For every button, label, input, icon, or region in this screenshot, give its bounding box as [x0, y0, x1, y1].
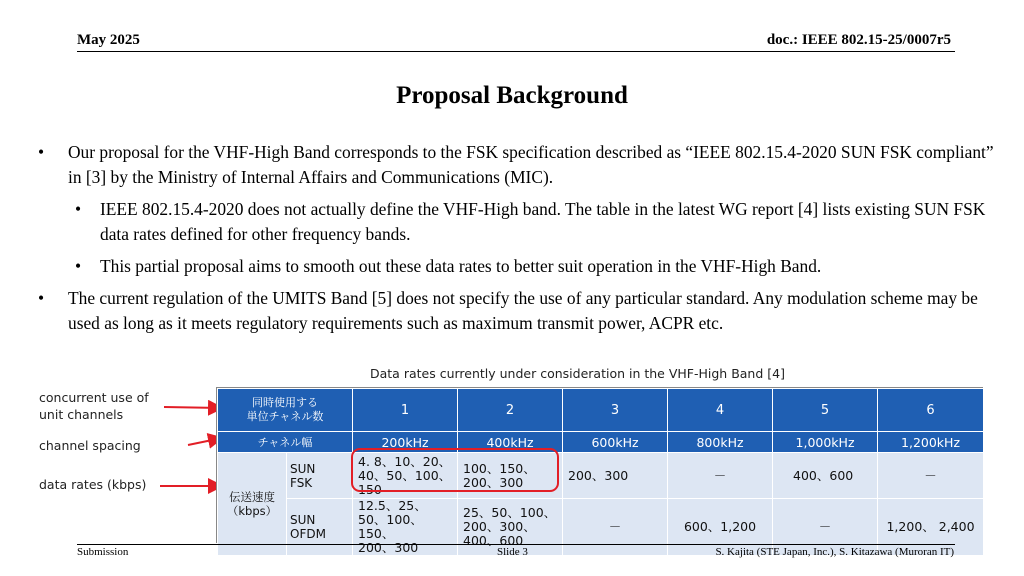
- corner-concurrent: 同時使用する 単位チャネル数: [218, 389, 353, 432]
- spacing-cell: 800kHz: [668, 432, 773, 453]
- channel-count-cell: 2: [458, 389, 563, 432]
- bullet-text: The current regulation of the UMITS Band [5] does not specify the use of any particular standard. Any modulation scheme may be used as long as it meets regulatory requirements such as maximum transmit power, ACPR etc.: [68, 288, 978, 333]
- header-doc-id: doc.: IEEE 802.15-25/0007r5: [766, 32, 951, 48]
- label-channel-spacing: channel spacing: [39, 438, 141, 453]
- mod-sun-fsk: SUN FSK: [287, 453, 353, 499]
- rate-cell: 200、300: [563, 453, 668, 499]
- footer-slide-number: Slide 3: [497, 546, 528, 558]
- spacing-cell: 1,200kHz: [878, 432, 984, 453]
- rate-cell: －: [773, 499, 878, 556]
- slide-title: Proposal Background: [396, 82, 628, 109]
- spacing-cell: 400kHz: [458, 432, 563, 453]
- bullet-dot: •: [38, 288, 45, 308]
- channel-count-cell: 1: [353, 389, 458, 432]
- label-concurrent-use: concurrent use of unit channels: [39, 390, 149, 422]
- highlight-box: [351, 448, 559, 492]
- bullet-text: This partial proposal aims to smooth out these data rates to better suit operation in the VHF-High Band.: [100, 256, 822, 276]
- header-row-channels: [218, 389, 984, 432]
- footer-divider: [77, 544, 955, 545]
- footer-authors: S. Kajita (STE Japan, Inc.), S. Kitazawa (Muroran IT): [715, 546, 954, 558]
- rate-cell: 12.5、25、 50、100、150、 200、300: [353, 499, 458, 556]
- arrow-concurrent: [164, 407, 222, 408]
- rate-cell: －: [668, 453, 773, 499]
- label-data-rates: data rates (kbps): [39, 477, 147, 492]
- footer-submission: Submission: [77, 546, 129, 558]
- spacing-cell: 200kHz: [353, 432, 458, 453]
- channel-count-cell: 3: [563, 389, 668, 432]
- mod-sun-ofdm: SUN OFDM: [287, 499, 353, 556]
- rate-cell: 100、150、 200、300: [458, 453, 563, 499]
- header-row-spacing: [218, 432, 984, 453]
- bullet-dot: •: [75, 199, 82, 219]
- channel-count-cell: 4: [668, 389, 773, 432]
- spacing-cell: 600kHz: [563, 432, 668, 453]
- bullet-text: Our proposal for the VHF-High Band corresponds to the FSK specification described as “IEEE 802.15.4-2020 SUN FSK compliant” in [3] by the Ministry of Internal Affairs and Communications (MIC).: [68, 142, 994, 187]
- rowgroup-data-rate-label: 伝送速度 （kbps）: [218, 453, 287, 556]
- channel-count-cell: 6: [878, 389, 984, 432]
- channel-count-cell: 5: [773, 389, 878, 432]
- rate-cell: 1,200、 2,400: [878, 499, 984, 556]
- spacing-cell: 1,000kHz: [773, 432, 878, 453]
- rate-cell: －: [563, 499, 668, 556]
- corner-spacing: チャネル幅: [218, 432, 353, 453]
- header-date: May 2025: [77, 32, 140, 48]
- bullet-dot: •: [38, 142, 45, 162]
- rate-cell: 400、600: [773, 453, 878, 499]
- rate-cell: 25、50、100、 200、300、 400、600: [458, 499, 563, 556]
- bullet-text: IEEE 802.15.4-2020 does not actually define the VHF-High band. The table in the latest WG report [4] lists existing SUN FSK data rates defined for other frequency bands.: [100, 199, 986, 244]
- table-row-sun-fsk: [218, 453, 984, 499]
- table-caption: Data rates currently under consideration in the VHF-High Band [4]: [370, 366, 785, 381]
- rate-cell: 4. 8、10、20、 40、50、100、 150: [353, 453, 458, 499]
- bullet-dot: •: [75, 256, 82, 276]
- rate-cell: －: [878, 453, 984, 499]
- rate-cell: 600、1,200: [668, 499, 773, 556]
